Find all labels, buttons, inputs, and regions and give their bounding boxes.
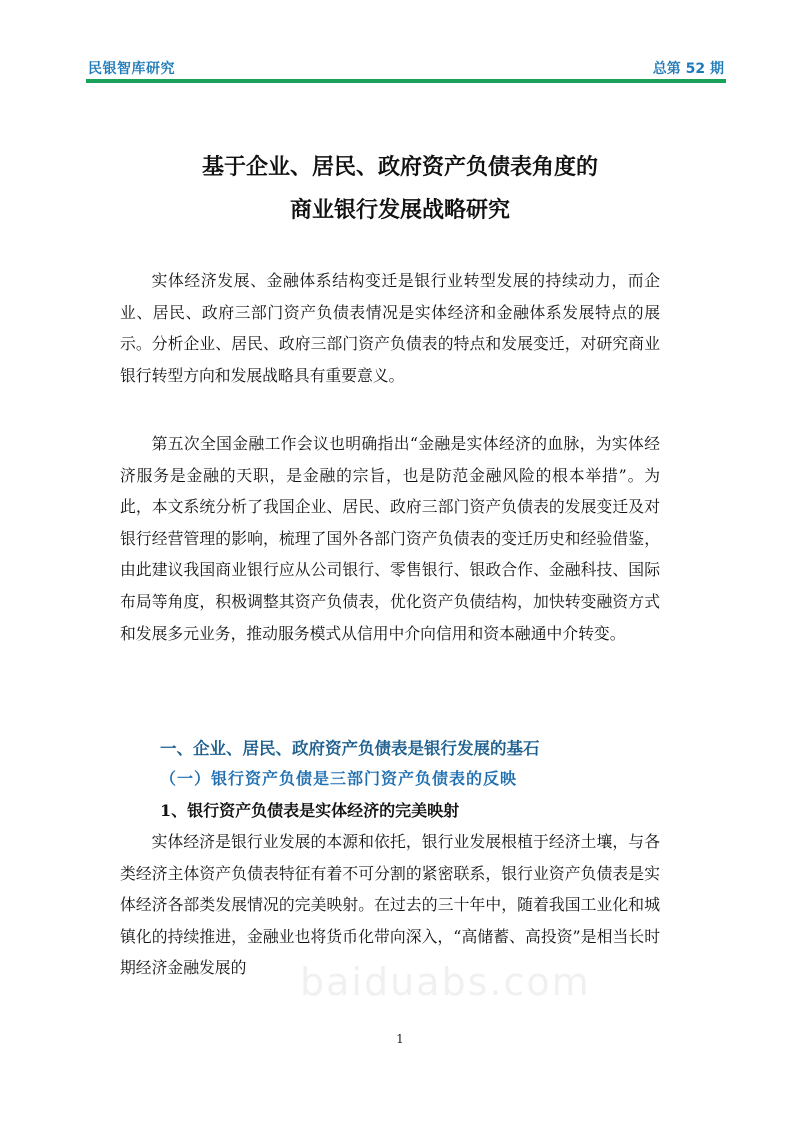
doc-title-line-2: 商业银行发展战略研究 bbox=[289, 198, 510, 223]
watermark: baiduabs.com bbox=[300, 960, 591, 1004]
header-divider bbox=[86, 79, 726, 83]
page-number: 1 bbox=[396, 1032, 404, 1046]
header-issue-number: 总第 52 期 bbox=[652, 61, 724, 77]
subsection-heading-1-1: （一）银行资产负债是三部门资产负债表的反映 bbox=[160, 769, 518, 788]
subsubsection-heading-1-1-1: 1、银行资产负债表是实体经济的完美映射 bbox=[160, 801, 460, 820]
paragraph-intro: 实体经济发展、金融体系结构变迁是银行业转型发展的持续动力，而企业、居民、政府三部门资产负债表情况是实体经济和金融体系发展特点的展示。分析企业、居民、政府三部门资产负债表的特点和发展变迁，对研究商业银行转型方向和发展战略具有重要意义。 bbox=[120, 271, 660, 385]
section-heading-1: 一、企业、居民、政府资产负债表是银行发展的基石 bbox=[160, 739, 540, 758]
paragraph-section-body: 实体经济是银行业发展的本源和依托，银行业发展根植于经济土壤，与各类经济主体资产负债表特征有着不可分割的紧密联系，银行业资产负债表是实体经济各部类发展情况的完美映射。在过去的三十年中，随着我国工业化和城镇化的持续推进，金融业也将货币化带向深入，“高储蓄、高投资”是相当长时期经济金融发展的 bbox=[120, 832, 660, 978]
header-publication-name: 民银智库研究 bbox=[88, 61, 175, 77]
doc-title-line-1: 基于企业、居民、政府资产负债表角度的 bbox=[201, 155, 598, 180]
paragraph-context: 第五次全国金融工作会议也明确指出“金融是实体经济的血脉，为实体经济服务是金融的天职，是金融的宗旨，也是防范金融风险的根本举措”。为此，本文系统分析了我国企业、居民、政府三部门资产负债表的发展变迁及对银行经营管理的影响，梳理了国外各部门资产负债表的变迁历史和经验借鉴，由此建议我国商业银行应从公司银行、零售银行、银政合作、金融科技、国际布局等角度，积极调整其资产负债表，优化资产负债结构，加快转变融资方式和发展多元业务，推动服务模式从信用中介向信用和资本融通中介转变。 bbox=[120, 434, 660, 643]
